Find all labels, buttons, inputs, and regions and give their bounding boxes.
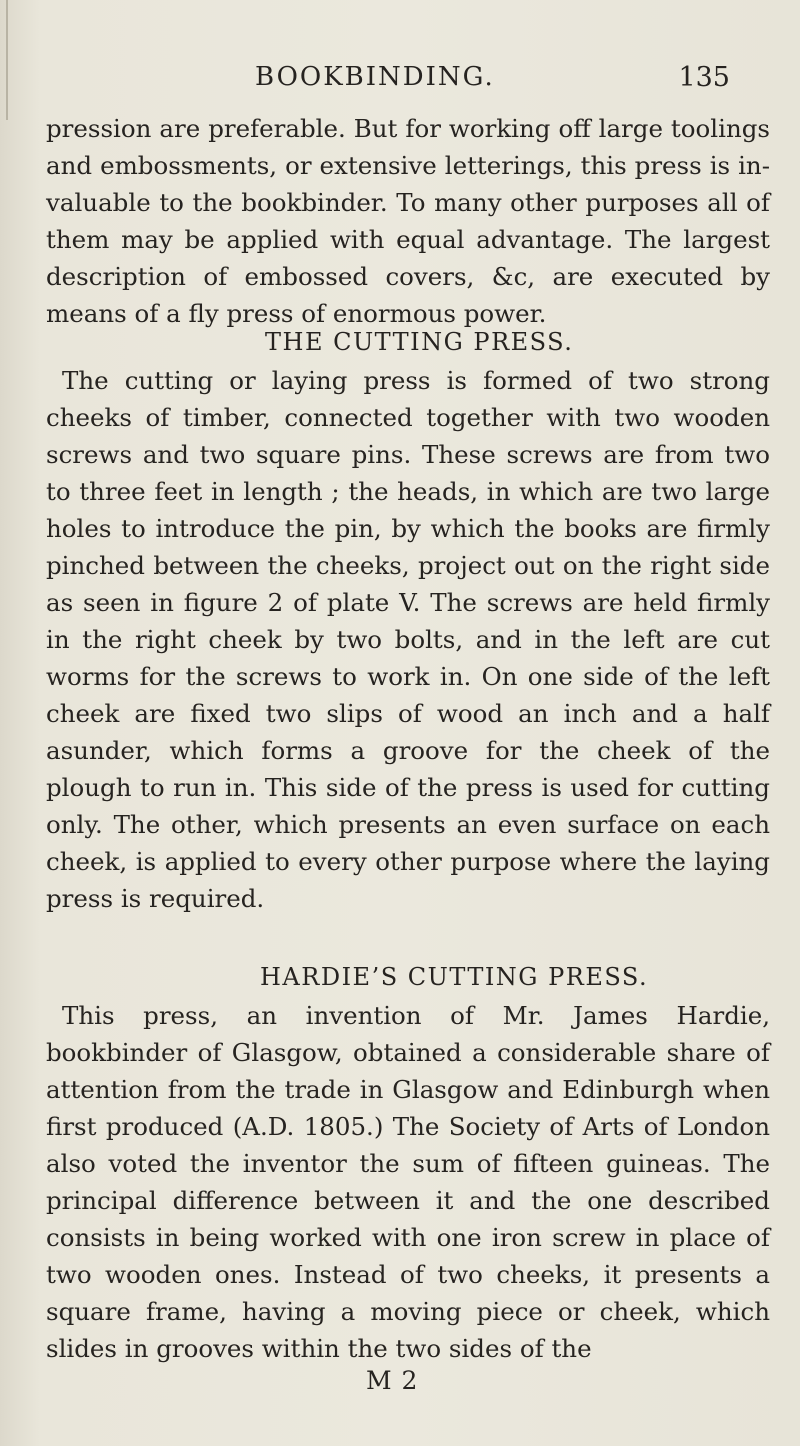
section-heading-cutting-press: THE CUTTING PRESS. <box>265 328 574 356</box>
paragraph-cutting-press <box>46 362 770 917</box>
paragraph-text: The cutting or laying press is formed of two strong cheeks of timber, connected together with two wooden screws and two square pins. These screws are from two to three feet in length ; the heads, in which are two large holes to introduce the pin, by which the books are firmly pinched between the cheeks, project out on the right side as seen in figure 2 of plate V. The screws are held firmly in the right cheek by two bolts, and in the left are cut worms for the screws to work in. On one side of the left cheek are fixed two slips of wood an inch and a half asunder, which forms a groove for the cheek of the plough to run in. This side of the press is used for cutting only. The other, which presents an even surface on each cheek, is applied to every other purpose where the laying press is required. <box>46 366 770 913</box>
signature-mark: M 2 <box>366 1366 419 1395</box>
paragraph-text: This press, an invention of Mr. James Hardie, bookbinder of Glasgow, obtained a considerable share of attention from the trade in Glasgow and Edinburgh when first produced (A.D. 1805.) The Society of Arts of London also voted the inventor the sum of fifteen guineas. The principal difference between it and the one described consists in being worked with one iron screw in place of two wooden ones. Instead of two cheeks, it presents a square frame, having a moving piece or cheek, which slides in grooves within the two sides of the <box>46 1001 770 1363</box>
section-heading-hardies-press: HARDIE’S CUTTING PRESS. <box>260 963 649 991</box>
page-number: 135 <box>678 62 730 93</box>
page-edge-shadow <box>6 0 8 120</box>
running-title: BOOKBINDING. <box>255 62 495 92</box>
page-header <box>255 62 730 102</box>
paragraph-continuation <box>46 110 770 332</box>
paragraph-text: pression are preferable. But for working off large toolings and embossments, or extensive letterings, this press is in-valuable to the bookbinder. To many other purposes all of them may be applied with equal advantage. The largest description of embossed covers, &c, are executed by means of a fly press of enormous power. <box>46 114 770 328</box>
paragraph-hardies-press <box>46 997 770 1367</box>
